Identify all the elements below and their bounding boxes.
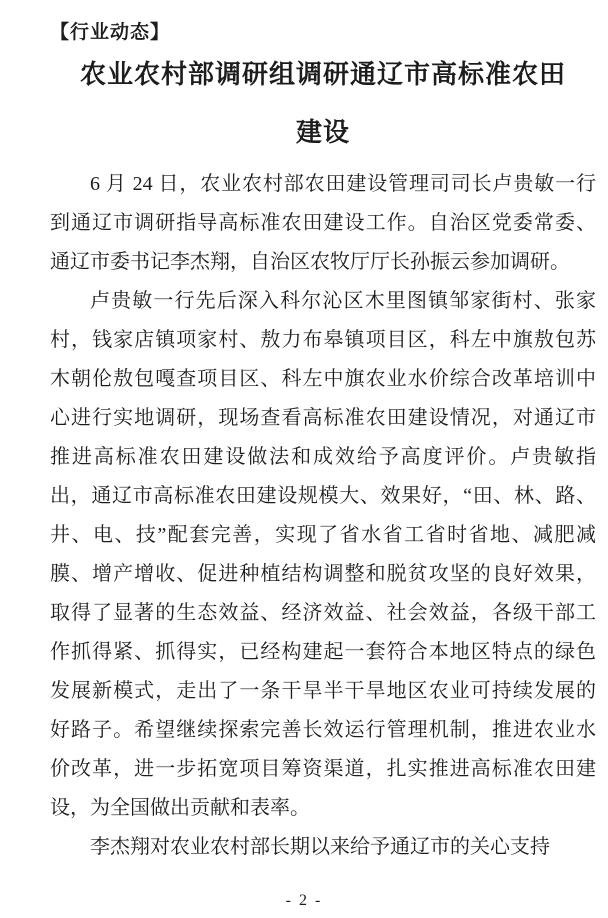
body-text-line: 6 月 24 日，农业农村部农田建设管理司司长卢贵敏一行 <box>90 173 596 195</box>
document-title <box>50 46 596 162</box>
body-text-line: 李杰翔对农业农村部长期以来给予通辽市的关心支持 <box>90 836 550 858</box>
body-text-line: 设，为全国做出贡献和表率。 <box>50 797 310 819</box>
body-text-line: 到通辽市调研指导高标准农田建设工作。自治区党委常委、 <box>50 212 596 234</box>
body-text-line: 好路子。希望继续探索完善长效运行管理机制，推进农业水 <box>50 719 596 741</box>
title-line-2: 建设 <box>295 118 350 147</box>
body-text-line: 心进行实地调研，现场查看高标准农田建设情况，对通辽市 <box>50 407 596 429</box>
body-text-line: 价改革，进一步拓宽项目筹资渠道，扎实推进高标准农田建 <box>50 758 596 780</box>
body-text-line: 膜、增产增收、促进种植结构调整和脱贫攻坚的良好效果， <box>50 563 596 585</box>
body-text-line: 村，钱家店镇项家村、敖力布皋镇项目区，科左中旗敖包苏 <box>50 329 596 351</box>
body-paragraphs <box>50 165 596 867</box>
body-text-line: 木朝伦敖包嘎查项目区、科左中旗农业水价综合改革培训中 <box>50 368 596 390</box>
body-text-line: 通辽市委书记李杰翔，自治区农牧厅厅长孙振云参加调研。 <box>50 251 570 273</box>
page-number: - 2 - <box>285 892 323 909</box>
body-text-line: 发展新模式，走出了一条干旱半干旱地区农业可持续发展的 <box>50 680 596 702</box>
title-line-1: 农业农村部调研组调研通辽市高标准农田 <box>79 60 566 89</box>
body-text-line: 卢贵敏一行先后深入科尔沁区木里图镇邹家街村、张家 <box>90 290 596 312</box>
section-header: 【行业动态】 <box>50 22 171 43</box>
body-text-line: 井、电、技”配套完善，实现了省水省工省时省地、减肥减 <box>50 524 596 546</box>
body-text-line: 作抓得紧、抓得实，已经构建起一套符合本地区特点的绿色 <box>50 641 596 663</box>
body-text-line: 出，通辽市高标准农田建设规模大、效果好，“田、林、路、 <box>50 485 596 507</box>
body-text-line: 取得了显著的生态效益、经济效益、社会效益，各级干部工 <box>50 602 596 624</box>
body-text-line: 推进高标准农田建设做法和成效给予高度评价。卢贵敏指 <box>50 446 596 468</box>
